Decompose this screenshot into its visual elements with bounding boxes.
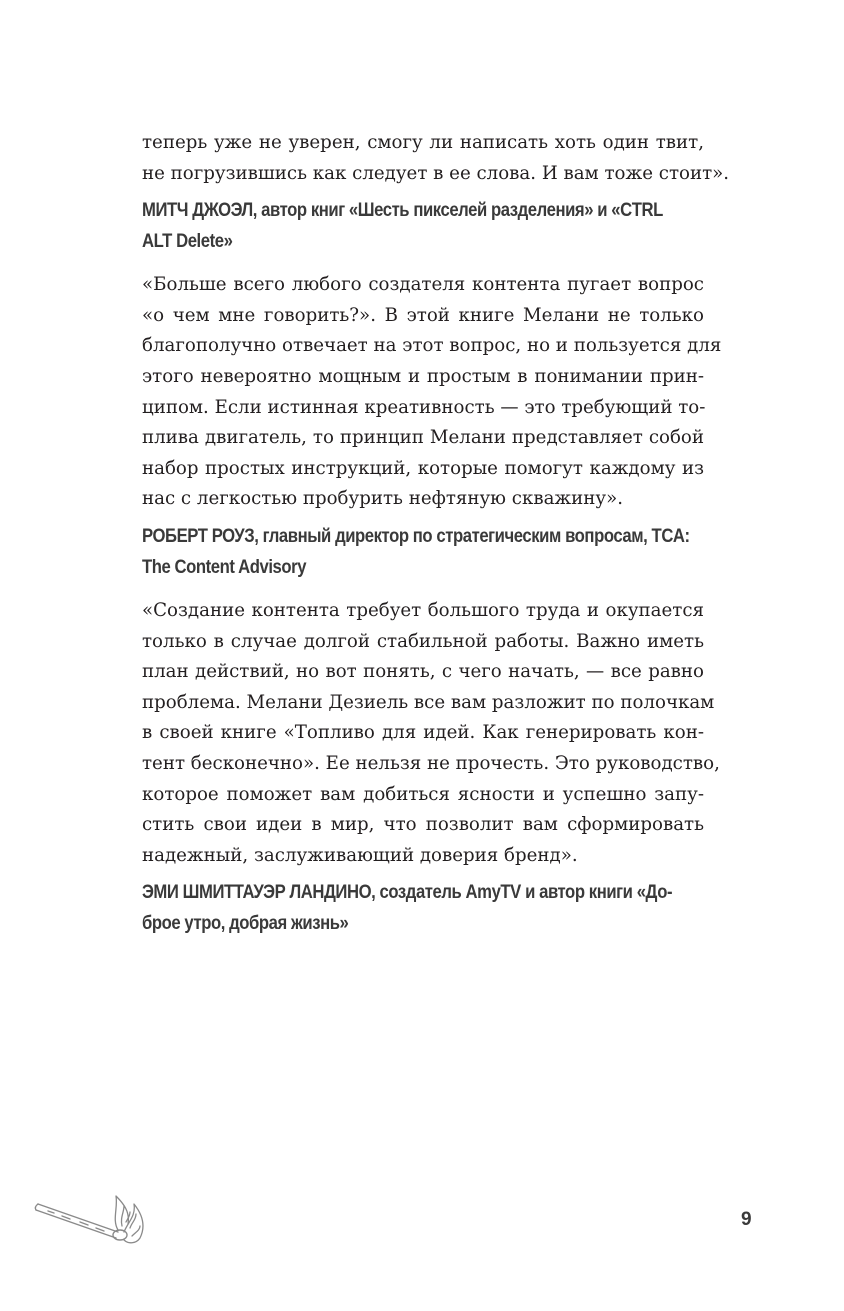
text-line: «Создание контента требует большого труда и окупается <box>142 599 704 621</box>
attribution-line: РОБЕРТ РОУЗ, главный директор по стратегическим вопросам, TCA: <box>142 524 690 547</box>
attribution-line: брое утро, добрая жизнь» <box>142 912 349 935</box>
quote-block <box>142 270 722 515</box>
text-line: только в случае долгой стабильной работы. Важно иметь <box>142 630 704 652</box>
text-line: надежный, заслуживающий доверия бренд». <box>142 844 578 866</box>
text-line: этого невероятно мощным и простым в понимании прин- <box>142 365 704 387</box>
attribution <box>142 877 704 939</box>
text-line: проблема. Мелани Дезиель все вам разложит по полочкам <box>142 691 715 713</box>
attribution-line: ALT Delete» <box>142 230 233 253</box>
text-line: благополучно отвечает на этот вопрос, но и пользуется для <box>142 335 722 357</box>
text-line: «о чем мне говорить?». В этой книге Мелани не только <box>142 304 704 326</box>
text-line: которое поможет вам добиться ясности и успешно запу- <box>142 783 704 805</box>
attribution-line: ЭМИ ШМИТТАУЭР ЛАНДИНО, создатель AmyTV и автор книги «До- <box>142 881 673 904</box>
text-line: плива двигатель, то принцип Мелани представляет собой <box>142 427 704 449</box>
text-line: «Больше всего любого создателя контента пугает вопрос <box>142 274 704 296</box>
attribution <box>142 521 704 583</box>
text-line: стить свои идеи в мир, что позволит вам сформировать <box>142 814 704 836</box>
text-line: ципом. Если истинная креативность — это требующий то- <box>142 396 706 418</box>
text-line: теперь уже не уверен, смогу ли написать хоть один твит, <box>142 132 704 153</box>
text-line: нас с легкостью пробурить нефтяную скважину». <box>142 488 624 510</box>
attribution-line: The Content Advisory <box>142 555 307 578</box>
attribution-line: МИТЧ ДЖОЭЛ, автор книг «Шесть пикселей разделения» и «CTRL <box>142 199 663 222</box>
page-number: 9 <box>741 1209 752 1230</box>
quote-block <box>142 128 730 189</box>
burning-match-icon <box>32 1186 156 1258</box>
page-content <box>142 128 730 952</box>
text-line: в своей книге «Топливо для идей. Как генерировать кон- <box>142 722 704 744</box>
text-line: тент бесконечно». Ее нельзя не прочесть. Это руководство, <box>142 752 720 774</box>
attribution <box>142 195 704 257</box>
text-line: не погрузившись как следует в ее слова. И вам тоже стоит». <box>142 162 730 184</box>
text-line: набор простых инструкций, которые помогут каждому из <box>142 457 704 479</box>
text-line: план действий, но вот понять, с чего начать, — все равно <box>142 661 704 683</box>
quote-block <box>142 596 720 871</box>
